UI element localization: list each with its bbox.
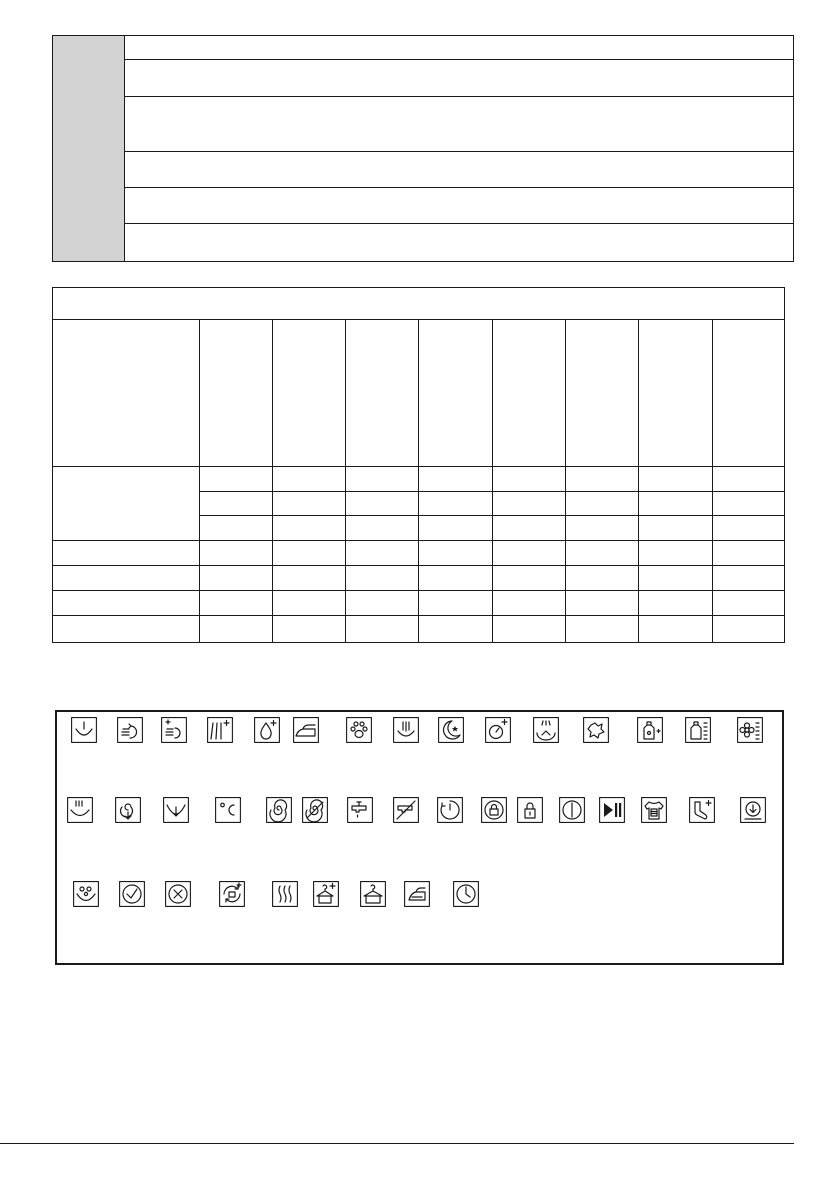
drum-clean-icon xyxy=(73,881,99,907)
door-lock-icon xyxy=(481,797,507,823)
spin-rinse-icon xyxy=(115,797,141,823)
table-row xyxy=(125,224,793,261)
table-row xyxy=(125,36,793,60)
delay-timer-icon xyxy=(437,797,463,823)
drop-plus-icon xyxy=(254,717,280,743)
stain-icon xyxy=(583,717,609,743)
table-row xyxy=(125,152,793,188)
cancel-icon xyxy=(165,881,191,907)
shower-plus-icon xyxy=(207,717,233,743)
temperature-icon xyxy=(215,797,241,823)
iron-dry-icon xyxy=(404,881,430,907)
timer-plus-icon xyxy=(485,717,511,743)
iron-icon xyxy=(293,717,319,743)
detergent-level-icon xyxy=(685,717,711,743)
no-spin-icon xyxy=(302,797,328,823)
night-mode-icon xyxy=(438,717,464,743)
top-table xyxy=(52,35,794,262)
hanger-plus-icon xyxy=(313,881,339,907)
steam-basin-icon xyxy=(67,797,93,823)
clock-icon xyxy=(453,881,479,907)
garment-icon xyxy=(641,797,667,823)
footer-rule xyxy=(0,1143,794,1144)
detergent-icon xyxy=(637,717,663,743)
child-lock-icon xyxy=(517,797,543,823)
table-row xyxy=(125,188,793,224)
download-icon xyxy=(740,797,766,823)
done-icon xyxy=(119,881,145,907)
sock-plus-icon xyxy=(689,797,715,823)
steam-refresh-icon xyxy=(533,717,559,743)
heat-icon xyxy=(272,881,298,907)
drain-icon xyxy=(163,797,189,823)
pet-hair-icon xyxy=(346,717,372,743)
table-row xyxy=(125,97,793,152)
hanger-icon xyxy=(360,881,386,907)
start-pause-icon xyxy=(599,797,625,823)
no-water-icon xyxy=(393,797,419,823)
wash-refresh-icon xyxy=(219,881,245,907)
hand-wash-icon xyxy=(393,717,419,743)
basin-icon xyxy=(71,717,97,743)
program-table xyxy=(52,287,785,643)
spin-icon xyxy=(266,797,292,823)
prewash-plus-icon xyxy=(161,717,187,743)
power-icon xyxy=(559,797,585,823)
tap-icon xyxy=(347,797,373,823)
softener-level-icon xyxy=(737,717,763,743)
table-row xyxy=(125,60,793,97)
prewash-icon xyxy=(117,717,143,743)
symbol-legend-panel xyxy=(55,710,784,965)
table-side-column xyxy=(53,36,125,261)
